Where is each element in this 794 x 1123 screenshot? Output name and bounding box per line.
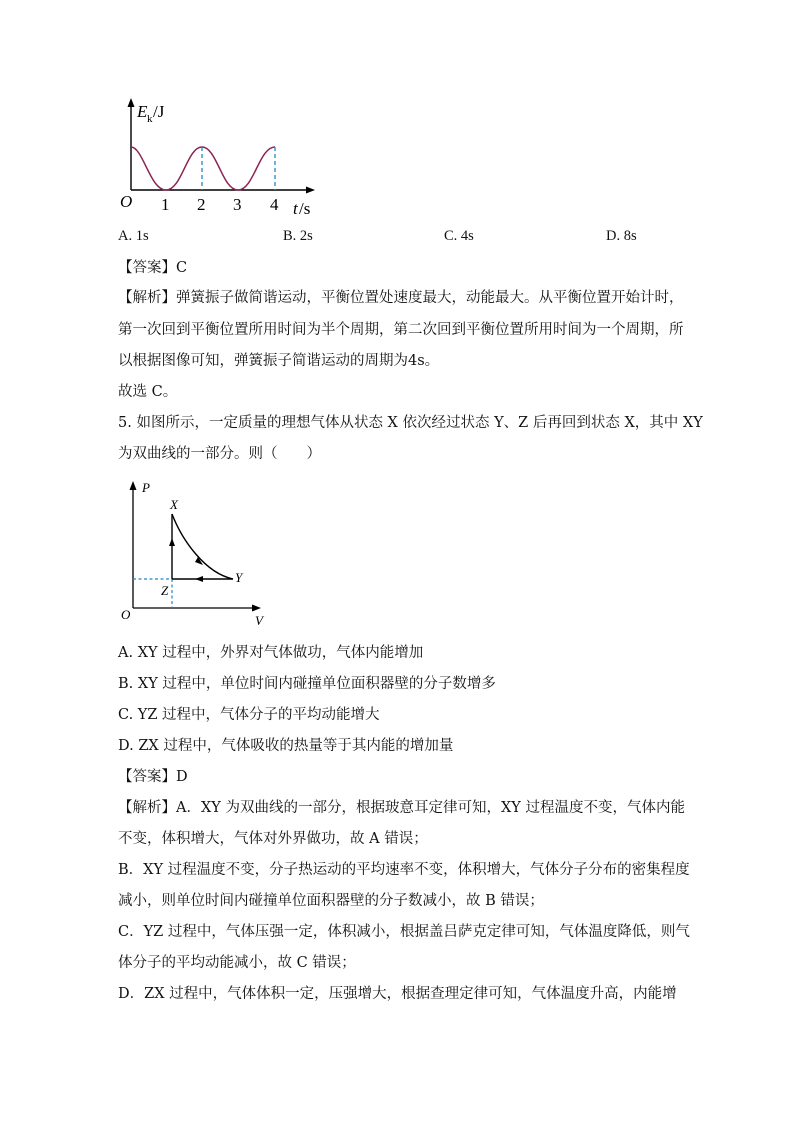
point-z-label: Z — [161, 583, 169, 598]
q5-option-a: A. XY 过程中，外界对气体做功，气体内能增加 — [118, 645, 424, 661]
q5-analysis-line-3: B．XY 过程温度不变，分子热运动的平均速率不变，体积增大，气体分子分布的密集程度 — [118, 862, 690, 878]
q4-option-d: D. 8s — [606, 228, 637, 244]
q5-answer: 【答案】D — [118, 769, 188, 785]
origin-label: O — [120, 192, 133, 211]
q5-stem-line-2: 为双曲线的一部分。则（ ） — [118, 446, 321, 462]
x-label-unit: /s — [299, 199, 311, 218]
q5-stem-line-1: 5. 如图所示，一定质量的理想气体从状态 X 依次经过状态 Y、Z 后再回到状态 X，其中 XY — [118, 415, 703, 431]
q5-analysis-line-2: 不变，体积增大，气体对外界做功，故 A 错误； — [118, 831, 428, 847]
q4-option-a: A. 1s — [118, 228, 149, 244]
q4-analysis-line-2: 第一次回到平衡位置所用时间为半个周期，第二次回到平衡位置所用时间为一个周期，所 — [118, 322, 684, 338]
x-tick-3: 3 — [233, 195, 242, 214]
q4-answer: 【答案】C — [118, 260, 188, 276]
q5-option-c: C. YZ 过程中，气体分子的平均动能增大 — [118, 707, 380, 723]
pv-diagram — [115, 478, 275, 630]
kinetic-energy-graph — [110, 95, 330, 225]
q5-analysis-line-4: 减小，则单位时间内碰撞单位面积器壁的分子数减小，故 B 错误； — [118, 893, 544, 909]
q5-analysis-line-6: 体分子的平均动能减小，故 C 错误； — [118, 955, 356, 971]
y-label-unit: /J — [153, 102, 165, 121]
p-axis-arrow — [130, 481, 137, 490]
zx-arrow — [169, 538, 175, 546]
q5-analysis-line-5: C．YZ 过程中，气体压强一定，体积减小，根据盖吕萨克定律可知，气体温度降低，则气 — [118, 924, 690, 940]
point-y-label: Y — [235, 570, 243, 585]
v-axis-arrow — [252, 605, 261, 612]
x-axis-arrow — [306, 187, 315, 194]
q5-option-d: D. ZX 过程中，气体吸收的热量等于其内能的增加量 — [118, 738, 454, 754]
yz-arrow — [195, 576, 203, 582]
q5-analysis-line-7: D．ZX 过程中，气体体积一定，压强增大，根据查理定律可知，气体温度升高，内能增 — [118, 986, 677, 1002]
p-axis-label: P — [142, 480, 150, 495]
x-tick-1: 1 — [161, 195, 170, 214]
energy-curve — [131, 147, 275, 190]
q5-analysis-line-1: 【解析】A．XY 为双曲线的一部分，根据玻意耳定律可知，XY 过程温度不变，气体内能 — [118, 800, 685, 816]
xy-hyperbola — [172, 514, 233, 579]
x-label-var: t — [293, 199, 298, 218]
q4-analysis-line-1: 【解析】弹簧振子做简谐运动，平衡位置处速度最大，动能最大。从平衡位置开始计时， — [118, 290, 684, 306]
origin-label-pv: O — [121, 607, 131, 622]
x-tick-4: 4 — [270, 195, 279, 214]
v-axis-label: V — [255, 613, 263, 628]
q4-option-c: C. 4s — [444, 228, 474, 244]
q4-analysis-line-3: 以根据图像可知，弹簧振子简谐运动的周期为4s。 — [118, 353, 440, 369]
q5-option-b: B. XY 过程中，单位时间内碰撞单位面积器壁的分子数增多 — [118, 676, 496, 692]
q4-analysis-line-4: 故选 C。 — [118, 384, 178, 400]
y-axis-arrow — [128, 98, 135, 107]
y-label-main: E — [137, 102, 148, 121]
q4-option-b: B. 2s — [283, 228, 313, 244]
y-label-sub: k — [147, 113, 153, 125]
x-tick-2: 2 — [197, 195, 206, 214]
point-x-label: X — [170, 497, 178, 512]
